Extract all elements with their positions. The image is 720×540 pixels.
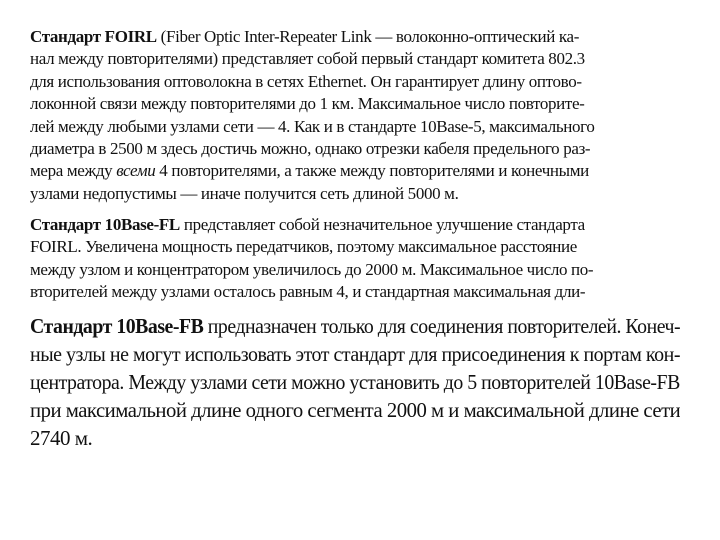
text-line: вторителей между узлами осталось равным 4, и стандартная максимальная дли- [30,282,586,302]
term-10base-fb: Стандарт 10Base-FB [30,314,204,338]
text-line: ные узлы не могут использовать этот стандарт для присоединения к портам кон- [30,342,680,366]
text-line: при максимальной длине одного сегмента 2000 м и максимальной длине сети [30,398,680,422]
text-line: лей между любыми узлами сети — 4. Как и в стандарте 10Base-5, максимального [30,116,595,136]
text-line [30,26,680,48]
text-line: локонной связи между повторителями до 1 км. Максимальное число повторите- [30,94,585,114]
text-line [30,160,680,182]
text-span: представляет собой незначительное улучшение стандарта [179,215,585,234]
paragraph-10base-fb [30,312,680,452]
text-line: диаметра в 2500 м здесь достичь можно, однако отрезки кабеля предельного раз- [30,139,591,159]
paragraph-10base-fl [30,214,680,304]
text-span: 4 повторителями, а также между повторителями и конечными [155,161,589,181]
term-10base-fl: Стандарт 10Base-FL [30,215,180,234]
text-line: нал между повторителями) представляет собой первый стандарт комитета 802.3 [30,49,585,69]
text-line: центратора. Между узлами сети можно установить до 5 повторителей 10Base-FB [30,370,680,394]
text-line [30,312,680,340]
emphasis-text: всеми [116,161,156,181]
text-line [30,214,680,236]
text-span: (Fiber Optic Inter-Repeater Link — волоконно-оптический ка- [156,27,580,46]
text-span: предназначен только для соединения повторителей. Конеч- [203,314,680,338]
term-foirl: Стандарт FOIRL [30,27,157,46]
text-line: FOIRL. Увеличена мощность передатчиков, поэтому максимальное расстояние [30,237,577,257]
text-line: 2740 м. [30,426,93,450]
text-span: мера между [30,161,117,181]
text-line: для использования оптоволокна в сетях Ethernet. Он гарантирует длину оптово- [30,71,582,91]
text-line: между узлом и концентратором увеличилось до 2000 м. Максимальное число по- [30,259,594,279]
text-line: узлами недопустимы — иначе получится сеть длиной 5000 м. [30,183,459,203]
paragraph-foirl [30,26,680,205]
